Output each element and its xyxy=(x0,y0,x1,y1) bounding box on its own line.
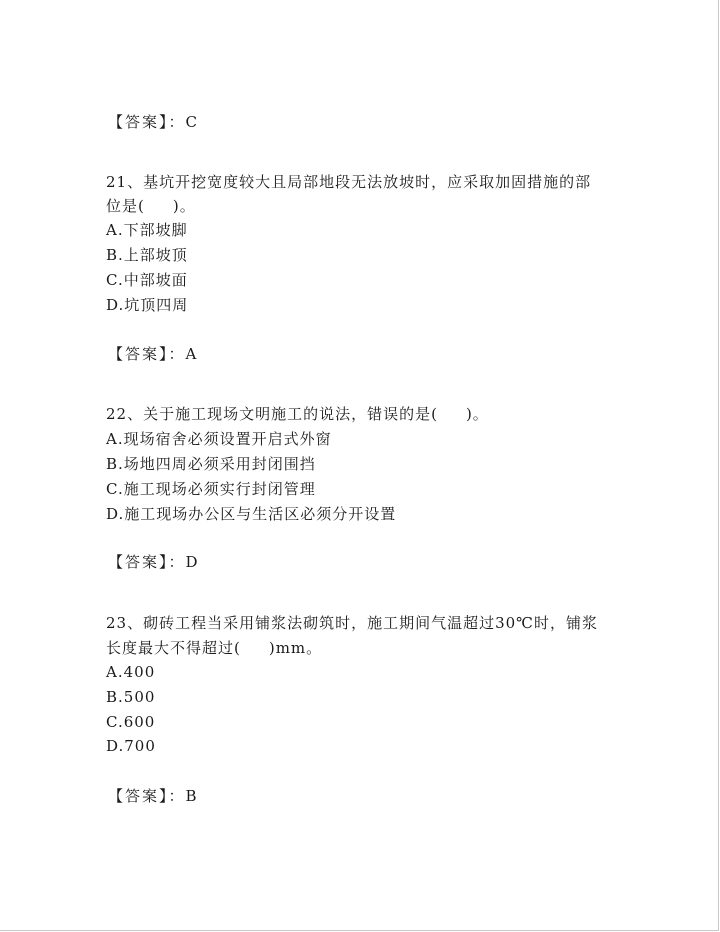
question-21-option-b: B.上部坡顶 xyxy=(106,246,188,264)
answer-value: C xyxy=(185,113,199,131)
answer-line-23 xyxy=(108,786,199,806)
stem-text: 22、关于施工现场文明施工的说法，错误的是( xyxy=(106,405,438,423)
answer-label: 【答案】： xyxy=(108,113,186,131)
question-21-stem-line1: 21、基坑开挖宽度较大且局部地段无法放坡时，应采取加固措施的部 xyxy=(106,173,592,191)
stem-text: )mm。 xyxy=(268,639,323,657)
question-22-option-d: D.施工现场办公区与生活区必须分开设置 xyxy=(106,505,397,523)
question-23-option-d: D.700 xyxy=(106,737,156,755)
question-22-option-c: C.施工现场必须实行封闭管理 xyxy=(106,480,316,498)
answer-line-21 xyxy=(108,344,198,364)
answer-label: 【答案】： xyxy=(108,345,186,363)
question-23-stem-line1: 23、砌砖工程当采用铺浆法砌筑时，施工期间气温超过30℃时，铺浆 xyxy=(106,614,598,632)
stem-text: )。 xyxy=(465,405,489,423)
answer-value: B xyxy=(185,787,199,805)
question-23-stem-line2 xyxy=(106,638,322,658)
question-21-option-d: D.坑顶四周 xyxy=(106,296,189,314)
question-23-option-c: C.600 xyxy=(106,713,156,731)
answer-label: 【答案】： xyxy=(108,553,186,571)
question-22-option-b: B.场地四周必须采用封闭围挡 xyxy=(106,455,316,473)
question-21-stem-line2 xyxy=(106,196,196,216)
question-22-stem-line1 xyxy=(106,404,489,424)
stem-text: 位是( xyxy=(106,197,145,215)
question-23-option-b: B.500 xyxy=(106,688,156,706)
answer-value: D xyxy=(185,553,200,571)
answer-label: 【答案】： xyxy=(108,787,186,805)
answer-value: A xyxy=(185,345,199,363)
question-21-option-a: A.下部坡脚 xyxy=(106,221,188,239)
question-22-option-a: A.现场宿舍必须设置开启式外窗 xyxy=(106,430,332,448)
question-23-option-a: A.400 xyxy=(106,663,156,681)
question-21-option-c: C.中部坡面 xyxy=(106,271,188,289)
answer-line-prev xyxy=(108,112,199,132)
stem-text: 长度最大不得超过( xyxy=(106,639,241,657)
stem-text: )。 xyxy=(172,197,196,215)
answer-line-22 xyxy=(108,552,200,572)
